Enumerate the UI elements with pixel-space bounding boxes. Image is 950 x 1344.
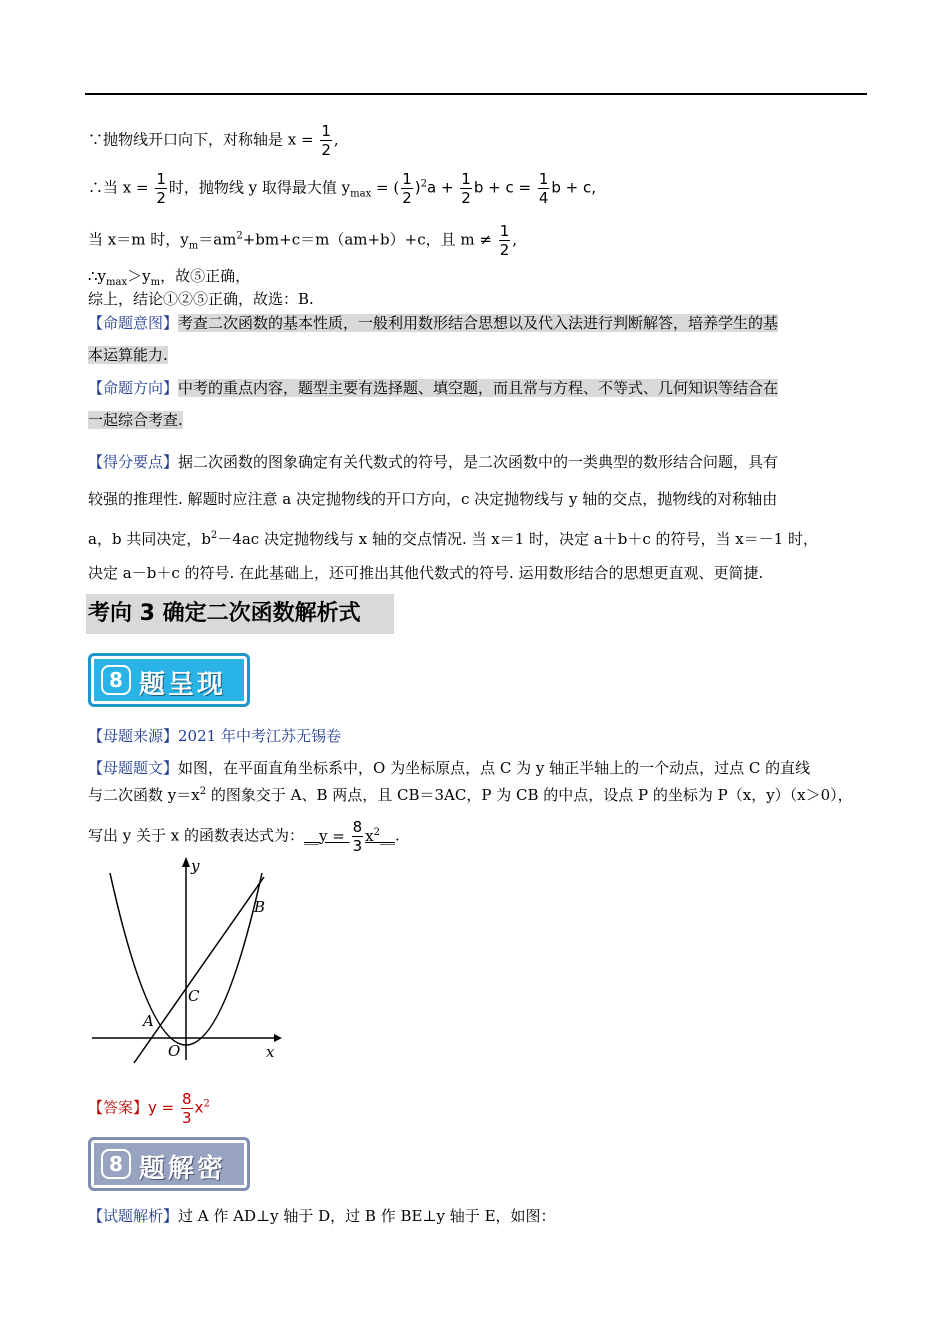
solution-line-1 [88, 122, 339, 159]
problem-line-3: 写出 y 关于 x 的函数表达式为：__y = $\frac{8}{3}$ $x^2\_\_$. [88, 818, 400, 855]
answer-blank: __y = $\frac{8}{3}$ $x^2\_\_$ [304, 818, 395, 855]
intent-line-1: 【命题意图】考查二次函数的基本性质，一般利用数形结合思想以及代入法进行判断解答，培养学生的基 [88, 314, 779, 332]
solution-line-2: ∴当 x = $\frac{1}{2}$ 时，抛物线 y 取得最大值 $y_{max}$ = ( $\frac{1}{2}$ )$^2$a + $\frac{1}{2}$ b + c = $\frac{1}{4}$ b + c, [88, 170, 597, 207]
y-axis-arrow [182, 857, 190, 867]
banner-icon: 8 [101, 665, 131, 695]
analysis-line: 【试题解析】过 A 作 AD⊥y 轴于 D，过 B 作 BE⊥y 轴于 E，如图： [88, 1207, 556, 1225]
solution-banner [88, 1137, 250, 1191]
solution-line-3: 当 x＝m 时，$y_m=am^2+bm+c=m(am+b)+c$，且 m ≠ $\frac{1}{2}$ , [88, 222, 518, 259]
fraction: $\frac{1}{2}$ [461, 170, 471, 207]
header-rule [85, 93, 867, 95]
fraction: $\frac{1}{2}$ [499, 222, 510, 259]
problem-line-2: 与二次函数 $y=x^2$ 的图象交于 A、B 两点，且 CB＝3AC，P 为 CB 的中点，设点 P 的坐标为 P（x，y）（x＞0）， [88, 786, 853, 804]
y-label: y [191, 857, 200, 875]
keypoints-line-4: 决定 a－b＋c 的符号. 在此基础上，还可推出其他代数式的符号. 运用数形结合的思想更直观、更简捷. [88, 564, 764, 582]
problem-tag: 【母题题文】 [88, 759, 179, 777]
keypoints-line-1: 【得分要点】据二次函数的图象确定有关代数式的符号，是二次函数中的一类典型的数形结合问题，具有 [88, 453, 779, 471]
x-axis-arrow [274, 1034, 282, 1042]
x-label: x [266, 1043, 275, 1061]
intent-line-2: 本运算能力. [88, 346, 168, 364]
direction-line-1: 【命题方向】中考的重点内容，题型主要有选择题、填空题，而且常与方程、不等式、几何知识等结合在 [88, 379, 779, 397]
direction-tag: 【命题方向】 [88, 379, 179, 397]
fraction: $\frac{1}{2}$ [402, 170, 412, 207]
analysis-tag: 【试题解析】 [88, 1207, 179, 1225]
question-banner [88, 653, 250, 707]
source-line: 【母题来源】2021 年中考江苏无锡卷 [88, 727, 341, 745]
origin-label: O [168, 1042, 181, 1060]
line-ab [134, 877, 264, 1063]
keypoints-line-3: a，b 共同决定，$b^2-4ac$ 决定抛物线与 x 轴的交点情况. 当 x＝1 时，决定 a＋b＋c 的符号，当 x＝－1 时， [88, 530, 819, 548]
point-c-label: C [188, 987, 200, 1005]
section-title: 考向 3 确定二次函数解析式 [86, 594, 394, 634]
solution-line-4: $\therefore y_{max}>y_m$，故⑤正确， [88, 267, 251, 288]
solution-line-5: 综上，结论①②⑤正确，故选：B. [88, 290, 314, 308]
fraction: $\frac{1}{2}$ [156, 170, 166, 207]
answer-line: 【答案】y = $\frac{8}{3}$ $x^2$ [88, 1090, 210, 1127]
banner-icon: 8 [101, 1149, 131, 1179]
intent-tag: 【命题意图】 [88, 314, 179, 332]
fraction: $\frac{1}{2}$ [321, 122, 331, 159]
line-text: , [333, 130, 339, 149]
problem-line-1: 【母题题文】如图，在平面直角坐标系中，O 为坐标原点，点 C 为 y 轴正半轴上的一个动点，过点 C 的直线 [88, 759, 811, 777]
point-b-label: B [254, 898, 266, 916]
point-a-label: A [143, 1012, 154, 1030]
banner-text: 题呈现 [139, 670, 227, 700]
direction-line-2: 一起综合考查. [88, 411, 183, 429]
answer-fraction: $\frac{8}{3}$ [182, 1090, 192, 1127]
banner-text: 题解密 [139, 1154, 227, 1184]
keypoints-line-2: 较强的推理性. 解题时应注意 a 决定抛物线的开口方向，c 决定抛物线与 y 轴的交点，抛物线的对称轴由 [88, 490, 778, 508]
line-text: ∵抛物线开口向下，对称轴是 x = [88, 130, 319, 149]
parabola-figure [88, 855, 288, 1065]
keypoints-tag: 【得分要点】 [88, 453, 179, 471]
fraction: $\frac{1}{4}$ [538, 170, 549, 207]
answer-tag: 【答案】 [88, 1098, 149, 1117]
